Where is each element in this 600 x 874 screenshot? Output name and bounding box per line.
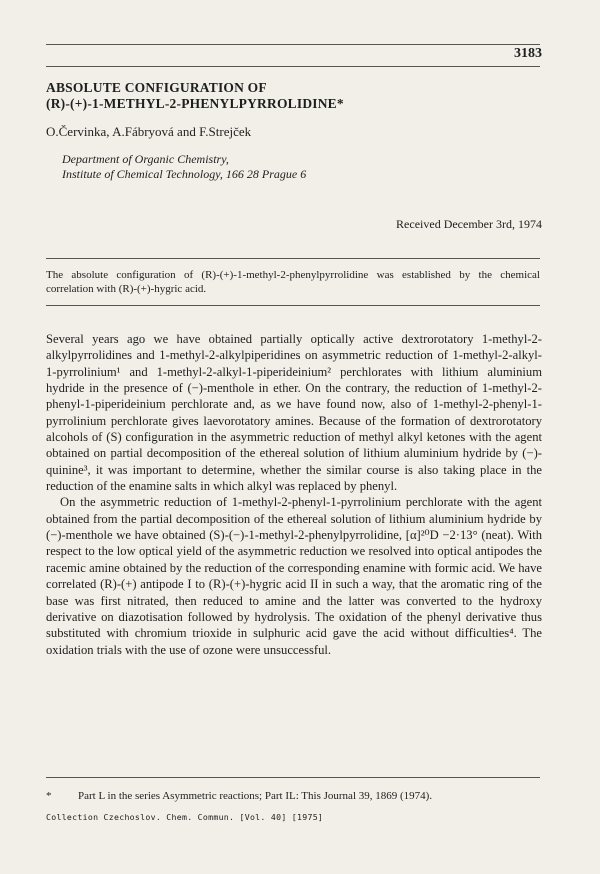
title-line-1: ABSOLUTE CONFIGURATION OF (46, 80, 267, 95)
abstract-rule-bottom (46, 305, 540, 306)
header-rule-top (46, 44, 540, 45)
footnote (46, 790, 540, 802)
footnote-marker: * (46, 790, 52, 802)
abstract: The absolute configuration of (R)-(+)-1-methyl-2-phenylpyrrolidine was established by the chemical correlation with (R)-(+)-hygric acid. (46, 269, 540, 295)
affiliation-line-1: Department of Organic Chemistry, (62, 152, 229, 166)
footnote-text: Part L in the series Asymmetric reactions; Part IL: This Journal 39, 1869 (1974). (78, 790, 433, 802)
footnote-rule (46, 777, 540, 778)
article-title (46, 80, 546, 112)
paragraph-1: Several years ago we have obtained partially optically active dextrorotatory 1-methyl-2-alkylpyrrolidines and 1-methyl-2-alkylpiperidines on asymmetric reduction of 1-methyl-2-alkyl-1-pyrrolinium¹ and 1-methyl-2-alkyl-1-piperideinium² perchlorates with lithium aluminium hydride in the presence of (−)-menthole in ether. On the contrary, the reduction of 1-methyl-2-phenyl-1-piperideinium perchlorate and, as we have found now, also of 1-methyl-2-phenyl-1-pyrrolinium perchlorate gives laevorotatory amines. Because of the formation of dextrorotatory alcohols of (S) configuration in the asymmetric reduction of methyl alkyl ketones with the agent obtained on partial decomposition of the ethereal solution of lithium aluminium hydride by (−)-quinine³, it was important to determine, whether the similar course is also taking place in the reduction of the enamine salts in which alkyl was replaced by phenyl. (46, 332, 542, 494)
paragraph-2: On the asymmetric reduction of 1-methyl-2-phenyl-1-pyrrolinium perchlorate with the agent obtained from the partial decomposition of the ethereal solution of lithium aluminium hydride by (−)-menthole we have obtained (S)-(−)-1-methyl-2-phenylpyrrolidine, [α]²⁰D −2·13° (neat). With respect to the low optical yield of the asymmetric reduction we resolved into optical antipodes the racemic amine obtained by the reduction of the corresponding enamine with formic acid. We have correlated (R)-(+) antipode I to (R)-(+)-hygric acid II in such a way, that the aromatic ring of the base was first nitrated, then reduced to amine and the latter was converted to the hydroxy derivative on diazotisation followed by hydrolysis. The oxidation of the phenyl derivative thus substituted with chromium trioxide in sulphuric acid gave the acid without difficulties⁴. The oxidation trials with the use of ozone were unsuccessful. (46, 495, 542, 657)
authors: O.Červinka, A.Fábryová and F.Strejček (46, 124, 252, 139)
header-rule-bottom (46, 66, 540, 67)
affiliation-line-2: Institute of Chemical Technology, 166 28 Prague 6 (62, 167, 307, 181)
abstract-rule-top (46, 258, 540, 259)
received-date: Received December 3rd, 1974 (396, 217, 542, 231)
page-number: 3183 (514, 46, 542, 61)
body-text (46, 331, 542, 658)
title-line-2: (R)-(+)-1-METHYL-2-PHENYLPYRROLIDINE* (46, 96, 344, 111)
journal-citation: Collection Czechoslov. Chem. Commun. [Vol. 40] [1975] (46, 812, 324, 822)
affiliation (62, 152, 306, 182)
